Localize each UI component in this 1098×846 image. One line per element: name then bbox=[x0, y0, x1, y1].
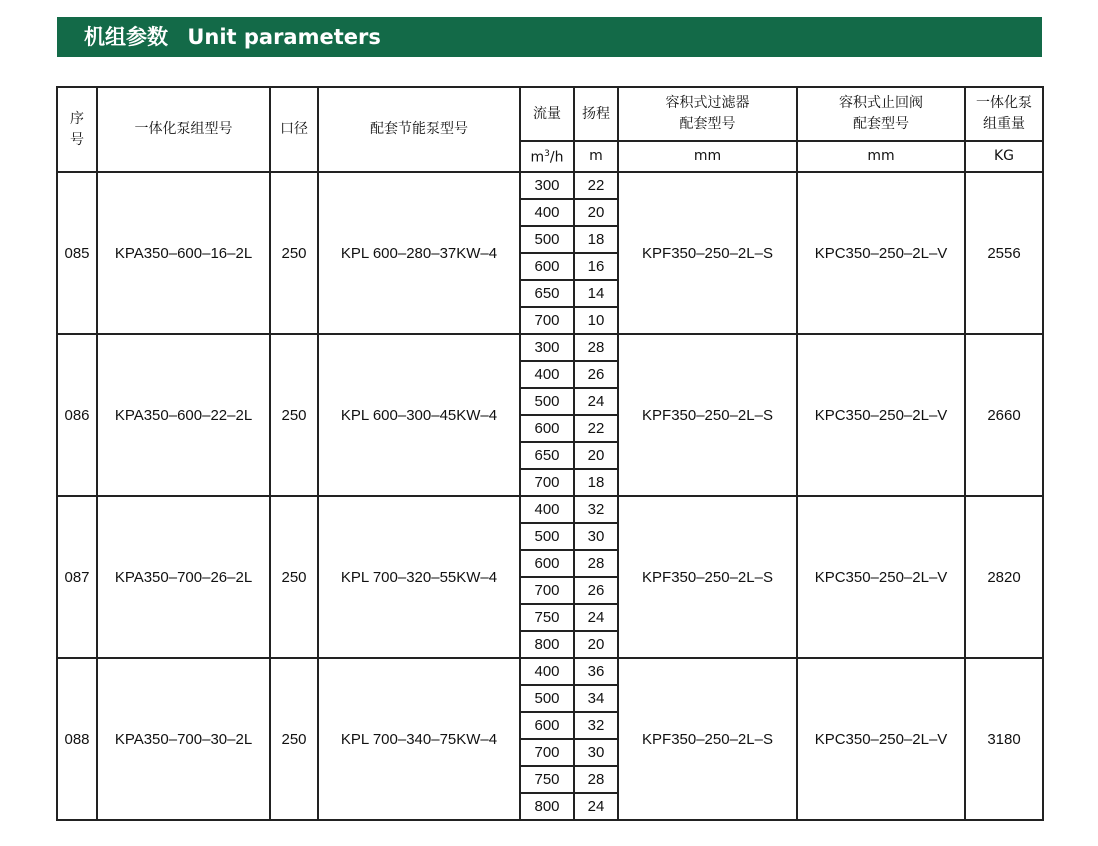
cell-flow: 500 bbox=[520, 523, 574, 550]
cell-flow: 800 bbox=[520, 793, 574, 820]
col-header-weight: 一体化泵组重量 bbox=[965, 87, 1043, 141]
cell-seq: 085 bbox=[57, 172, 97, 334]
cell-head: 18 bbox=[574, 469, 618, 496]
cell-flow: 400 bbox=[520, 496, 574, 523]
cell-filter: KPF350–250–2L–S bbox=[618, 172, 797, 334]
cell-flow: 500 bbox=[520, 388, 574, 415]
cell-flow: 600 bbox=[520, 253, 574, 280]
unit-weight: KG bbox=[965, 141, 1043, 172]
unit-head: m bbox=[574, 141, 618, 172]
cell-head: 28 bbox=[574, 334, 618, 361]
cell-pump: KPL 700–320–55KW–4 bbox=[318, 496, 520, 658]
cell-pump: KPL 600–300–45KW–4 bbox=[318, 334, 520, 496]
cell-flow: 300 bbox=[520, 172, 574, 199]
cell-flow: 750 bbox=[520, 766, 574, 793]
cell-valve: KPC350–250–2L–V bbox=[797, 496, 965, 658]
cell-flow: 600 bbox=[520, 712, 574, 739]
cell-valve: KPC350–250–2L–V bbox=[797, 658, 965, 820]
col-header-valve: 容积式止回阀配套型号 bbox=[797, 87, 965, 141]
table-body bbox=[57, 172, 1043, 820]
col-header-head: 扬程 bbox=[574, 87, 618, 141]
cell-flow: 600 bbox=[520, 415, 574, 442]
unit-parameters-table bbox=[56, 86, 1044, 821]
cell-head: 34 bbox=[574, 685, 618, 712]
cell-filter: KPF350–250–2L–S bbox=[618, 334, 797, 496]
cell-valve: KPC350–250–2L–V bbox=[797, 172, 965, 334]
col-header-pump: 配套节能泵型号 bbox=[318, 87, 520, 172]
col-header-filter: 容积式过滤器配套型号 bbox=[618, 87, 797, 141]
cell-head: 20 bbox=[574, 199, 618, 226]
cell-filter: KPF350–250–2L–S bbox=[618, 496, 797, 658]
cell-head: 18 bbox=[574, 226, 618, 253]
cell-head: 16 bbox=[574, 253, 618, 280]
col-header-model: 一体化泵组型号 bbox=[97, 87, 270, 172]
cell-flow: 700 bbox=[520, 577, 574, 604]
cell-model: KPA350–700–30–2L bbox=[97, 658, 270, 820]
cell-flow: 400 bbox=[520, 199, 574, 226]
cell-pump: KPL 600–280–37KW–4 bbox=[318, 172, 520, 334]
col-header-seq: 序号 bbox=[57, 87, 97, 172]
col-header-flow: 流量 bbox=[520, 87, 574, 141]
cell-head: 22 bbox=[574, 415, 618, 442]
cell-flow: 300 bbox=[520, 334, 574, 361]
cell-head: 36 bbox=[574, 658, 618, 685]
cell-flow: 400 bbox=[520, 658, 574, 685]
header-row bbox=[57, 87, 1043, 141]
cell-weight: 3180 bbox=[965, 658, 1043, 820]
cell-flow: 700 bbox=[520, 307, 574, 334]
cell-diameter: 250 bbox=[270, 172, 318, 334]
cell-flow: 500 bbox=[520, 685, 574, 712]
cell-head: 10 bbox=[574, 307, 618, 334]
cell-head: 26 bbox=[574, 577, 618, 604]
cell-diameter: 250 bbox=[270, 658, 318, 820]
cell-weight: 2660 bbox=[965, 334, 1043, 496]
cell-head: 22 bbox=[574, 172, 618, 199]
cell-head: 24 bbox=[574, 604, 618, 631]
cell-filter: KPF350–250–2L–S bbox=[618, 658, 797, 820]
cell-head: 26 bbox=[574, 361, 618, 388]
cell-flow: 600 bbox=[520, 550, 574, 577]
cell-seq: 086 bbox=[57, 334, 97, 496]
cell-flow: 700 bbox=[520, 739, 574, 766]
cell-head: 20 bbox=[574, 442, 618, 469]
cell-flow: 650 bbox=[520, 280, 574, 307]
cell-head: 24 bbox=[574, 793, 618, 820]
cell-flow: 400 bbox=[520, 361, 574, 388]
cell-flow: 750 bbox=[520, 604, 574, 631]
cell-model: KPA350–600–16–2L bbox=[97, 172, 270, 334]
section-banner bbox=[57, 17, 1042, 57]
cell-weight: 2820 bbox=[965, 496, 1043, 658]
unit-filter: mm bbox=[618, 141, 797, 172]
col-header-diameter: 口径 bbox=[270, 87, 318, 172]
table-row bbox=[57, 496, 1043, 523]
cell-head: 28 bbox=[574, 550, 618, 577]
cell-model: KPA350–600–22–2L bbox=[97, 334, 270, 496]
cell-model: KPA350–700–26–2L bbox=[97, 496, 270, 658]
cell-seq: 087 bbox=[57, 496, 97, 658]
cell-diameter: 250 bbox=[270, 334, 318, 496]
table-row bbox=[57, 658, 1043, 685]
unit-valve: mm bbox=[797, 141, 965, 172]
cell-valve: KPC350–250–2L–V bbox=[797, 334, 965, 496]
cell-flow: 650 bbox=[520, 442, 574, 469]
cell-flow: 500 bbox=[520, 226, 574, 253]
cell-flow: 800 bbox=[520, 631, 574, 658]
cell-head: 30 bbox=[574, 523, 618, 550]
cell-seq: 088 bbox=[57, 658, 97, 820]
cell-head: 30 bbox=[574, 739, 618, 766]
cell-head: 28 bbox=[574, 766, 618, 793]
cell-flow: 700 bbox=[520, 469, 574, 496]
cell-pump: KPL 700–340–75KW–4 bbox=[318, 658, 520, 820]
unit-flow: $m^3/h$ bbox=[520, 141, 574, 172]
cell-head: 32 bbox=[574, 496, 618, 523]
cell-diameter: 250 bbox=[270, 496, 318, 658]
cell-head: 32 bbox=[574, 712, 618, 739]
cell-head: 14 bbox=[574, 280, 618, 307]
cell-weight: 2556 bbox=[965, 172, 1043, 334]
cell-head: 20 bbox=[574, 631, 618, 658]
section-title-zh: 机组参数 bbox=[84, 25, 168, 49]
table-row bbox=[57, 172, 1043, 199]
section-title-en: Unit parameters bbox=[187, 25, 381, 49]
table-row bbox=[57, 334, 1043, 361]
cell-head: 24 bbox=[574, 388, 618, 415]
